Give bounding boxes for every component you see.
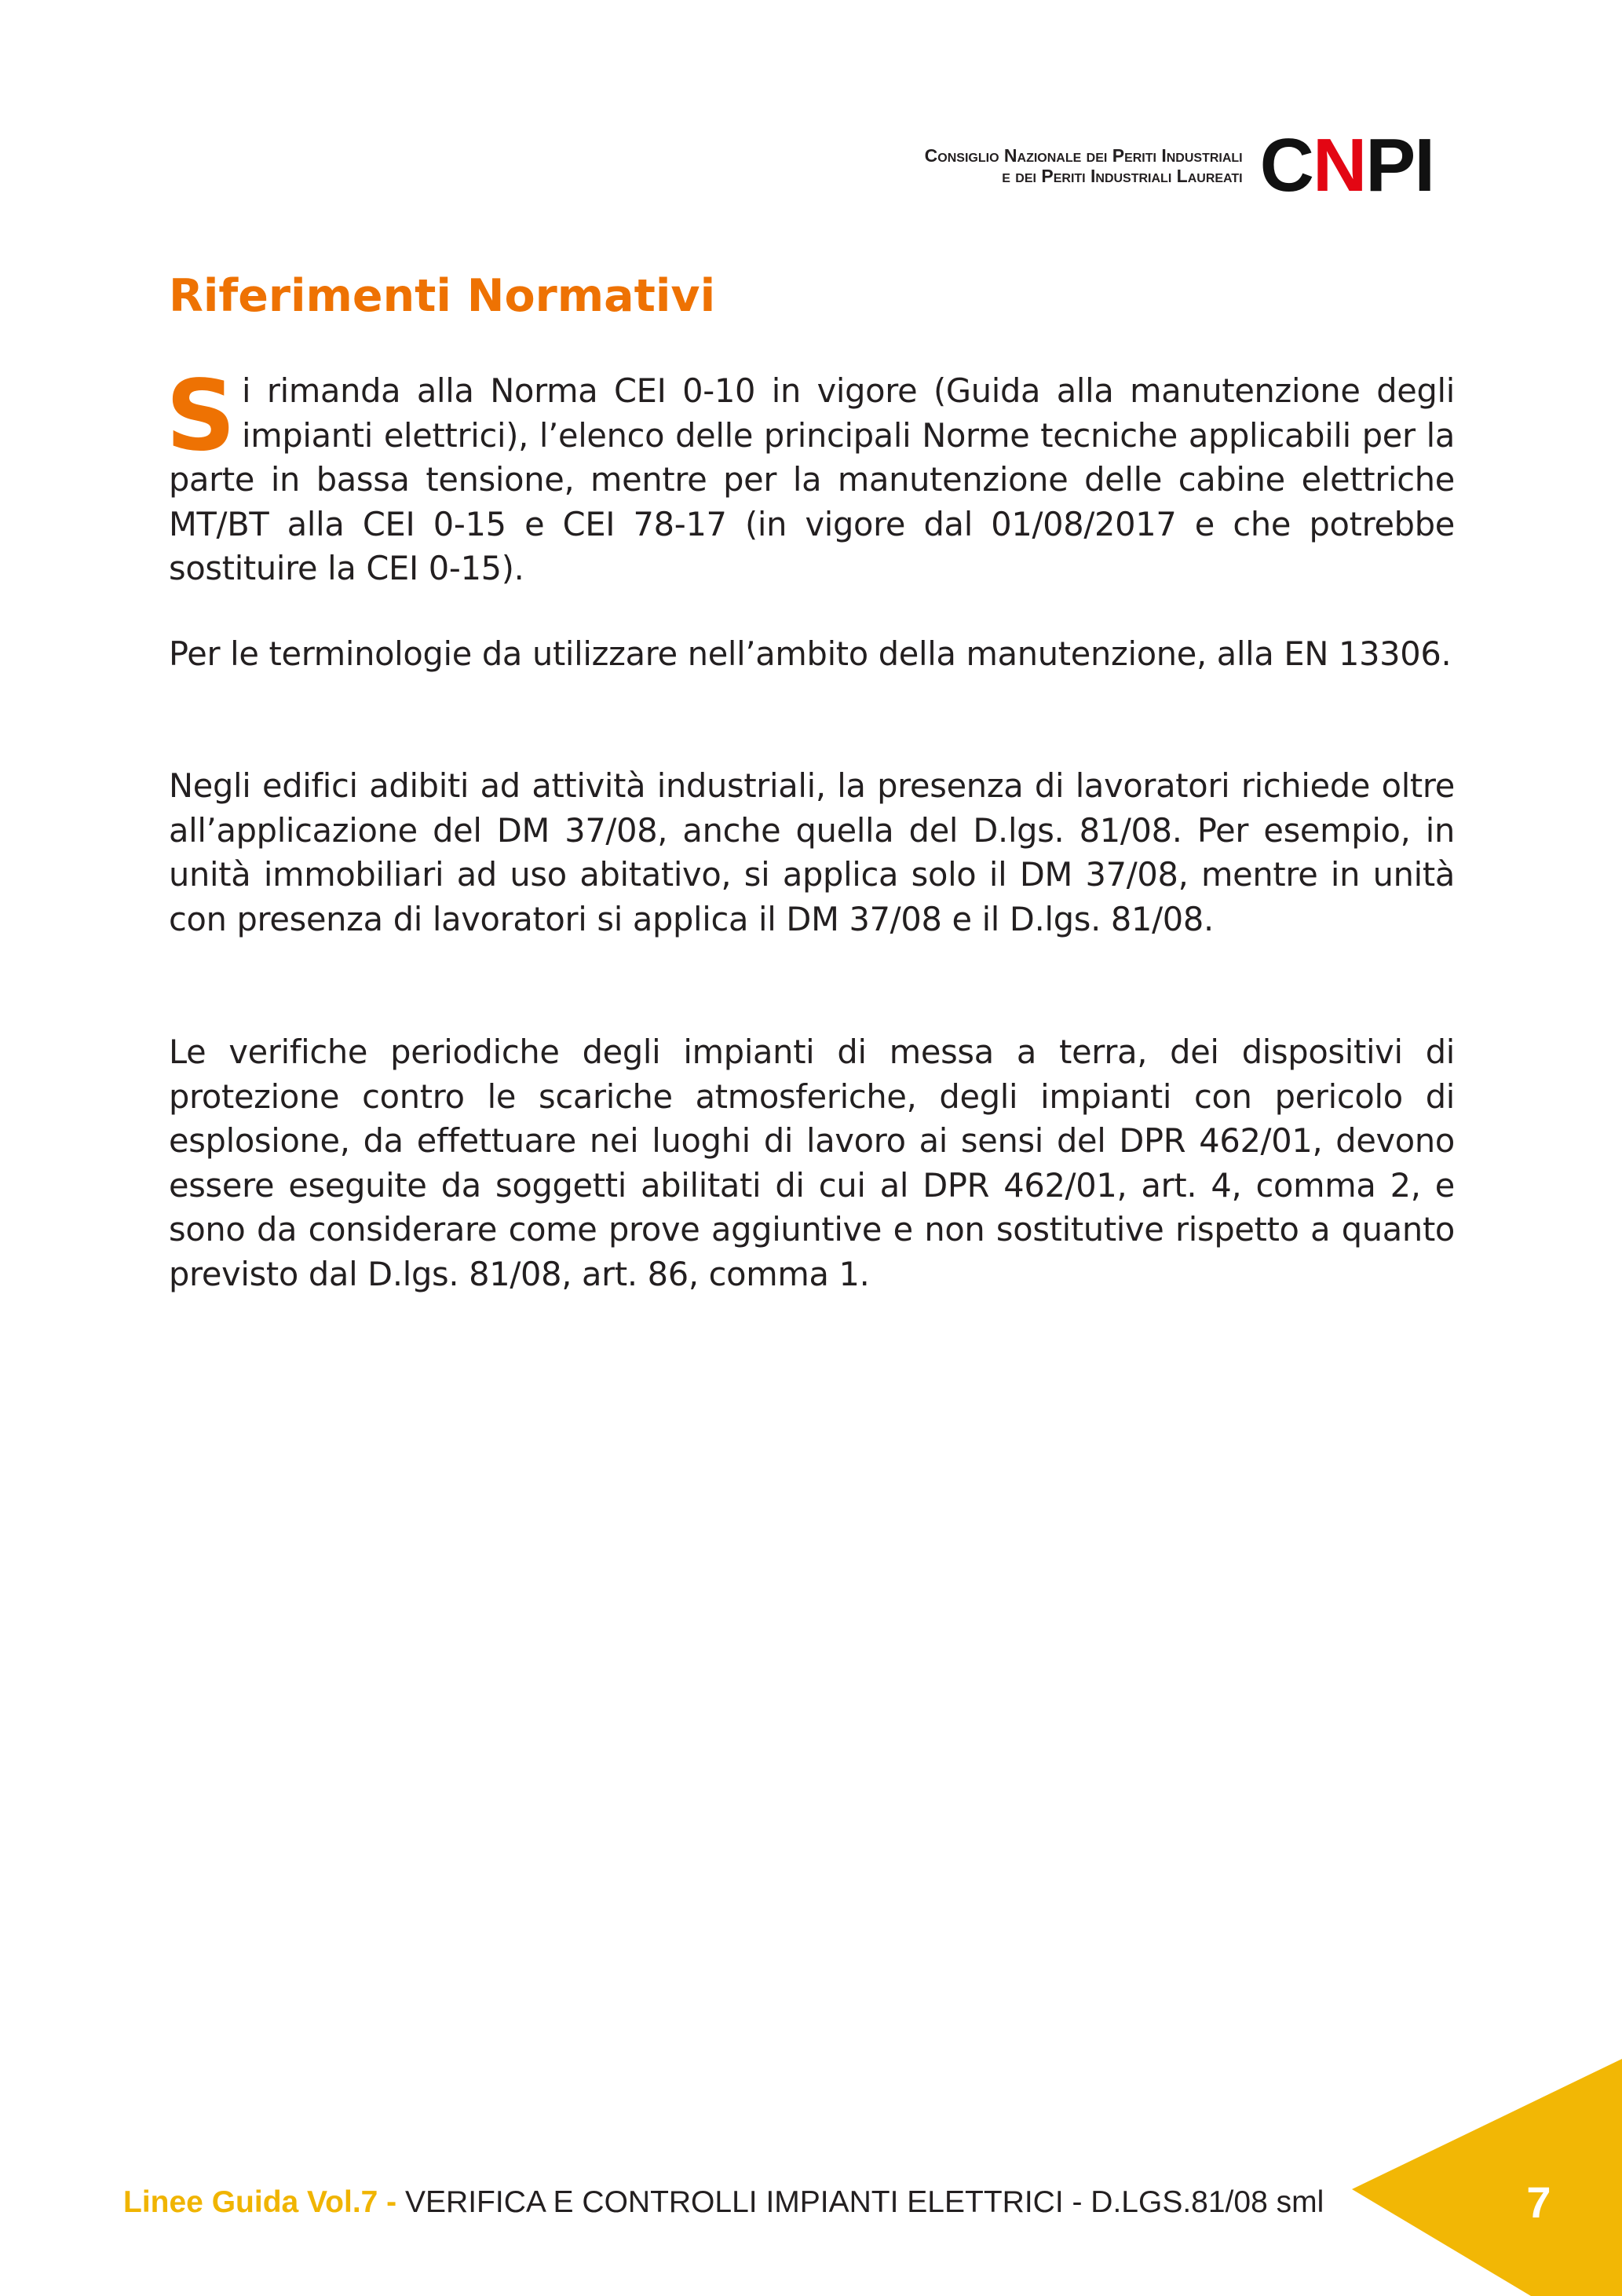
page-footer bbox=[123, 2185, 1324, 2220]
logo-letter-n: N bbox=[1312, 123, 1366, 207]
page-title: Riferimenti Normativi bbox=[169, 270, 716, 322]
drop-cap: S bbox=[166, 360, 236, 473]
footer-document-title: VERIFICA E CONTROLLI IMPIANTI ELETTRICI - D.LGS.81/08 sml bbox=[405, 2185, 1324, 2219]
organization-name-line2: e dei Periti Industriali Laureati bbox=[1002, 166, 1243, 186]
organization-name-line1: Consiglio Nazionale dei Periti Industriali bbox=[924, 145, 1243, 166]
logo-letters-pi: PI bbox=[1365, 123, 1434, 207]
footer-volume: Linee Guida Vol.7 bbox=[123, 2185, 378, 2219]
paragraph-3: Negli edifici adibiti ad attività industriali, la presenza di lavoratori richiede oltre all’applicazione del DM 37/08, anche quella del D.lgs. 81/08. Per esempio, in unità immobiliari ad uso abitativo, si applica solo il DM 37/08, mentre in unità con presenza di lavoratori si applica il DM 37/08 e il D.lgs. 81/08. bbox=[169, 766, 1455, 938]
logo-letter-c: C bbox=[1259, 123, 1313, 207]
paragraph-4: Le verifiche periodiche degli impianti di messa a terra, dei dispositivi di protezione contro le scariche atmosferiche, degli impianti con pericolo di esplosione, da effettuare nei luoghi di lavoro ai sensi del DPR 462/01, devono essere eseguite da soggetti abilitati di cui al DPR 462/01, art. 4, comma 2, e sono da considerare come prove aggiuntive e non sostitutive rispetto a quanto previsto dal D.lgs. 81/08, art. 86, comma 1. bbox=[169, 1033, 1455, 1293]
footer-separator: - bbox=[378, 2185, 406, 2219]
paragraph-1-text: i rimanda alla Norma CEI 0-10 in vigore (Guida alla manutenzione degli impianti elettrici), l’elenco delle principali Norme tecniche applicabili per la parte in bassa tensione, mentre per la manutenzione delle cabine elettriche MT/BT alla CEI 0-15 e CEI 78-17 (in vigore dal 01/08/2017 e che potrebbe sostituire la CEI 0-15). bbox=[169, 371, 1455, 587]
page-number: 7 bbox=[1526, 2177, 1551, 2227]
paragraph-2: Per le terminologie da utilizzare nell’ambito della manutenzione, alla EN 13306. bbox=[169, 634, 1452, 673]
